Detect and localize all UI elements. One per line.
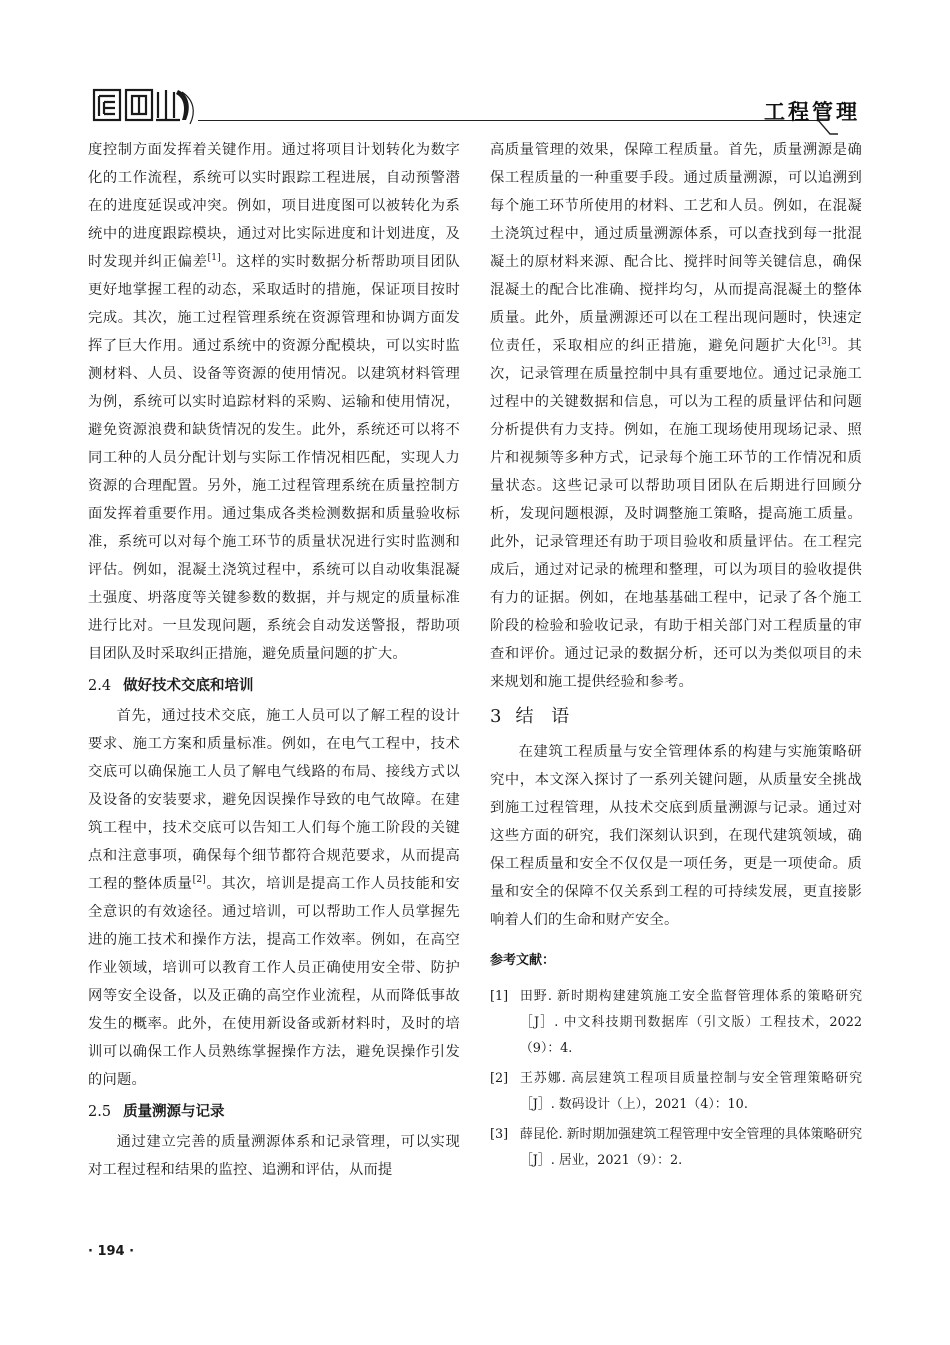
page-header xyxy=(90,84,860,134)
references-title: 参考文献： xyxy=(490,953,556,968)
left-paragraph-2-text-a: 首先，通过技术交底，施工人员可以了解工程的设计要求、施工方案和质量标准。例如，在电气工程中，技术交底可以确保施工人员了解电气线路的布局、接线方式以及设备的安装要求，避免因误操作导致的电气故障。在建筑工程中，技术交底可以告知工人们每个施工阶段的关键点和注意事项，确保每个细节都符合规范要求，从而提高工程的整体质量 xyxy=(88,708,460,892)
reference-text: 田野. 新时期构建建筑施工安全监督管理体系的策略研究［J］. 中文科技期刊数据库（引文版）工程技术，2022（9）：4. xyxy=(520,989,862,1056)
reference-index: [2] xyxy=(490,1071,509,1086)
section-title: 工程管理 xyxy=(764,100,860,124)
page-number: · 194 · xyxy=(88,1244,135,1259)
left-paragraph-2-text-b: 。其次，培训是提高工作人员技能和安全意识的有效途径。通过培训，可以帮助工作人员掌握先进的施工技术和操作方法，提高工作效率。例如，在高空作业领域，培训可以教育工作人员正确使用安全带、防护网等安全设备，以及正确的高空作业流程，从而降低事故发生的概率。此外，在使用新设备或新材料时，及时的培训可以确保工作人员熟练掌握操作方法，避免误操作引发的问题。 xyxy=(88,876,460,1088)
left-paragraph-1-text-a: 度控制方面发挥着关键作用。通过将项目计划转化为数字化的工作流程，系统可以实时跟踪工程进展，自动预警潜在的进度延误或冲突。例如，项目进度图可以被转化为系统中的进度跟踪模块，通过对比实际进度和计划进度，及时发现并纠正偏差 xyxy=(88,142,460,270)
section-heading-text: 做好技术交底和培训 xyxy=(123,678,254,694)
reference-index: [1] xyxy=(490,989,509,1004)
left-column xyxy=(88,136,460,1184)
section-heading-2-5 xyxy=(88,1098,460,1126)
conclusion-paragraph: 在建筑工程质量与安全管理体系的构建与实施策略研究中，本文深入探讨了一系列关键问题，从质量安全挑战到施工过程管理，从技术交底到质量溯源与记录。通过对这些方面的研究，我们深刻认识到，在现代建筑领域，确保工程质量和安全不仅仅是一项任务，更是一项使命。质量和安全的保障不仅关系到工程的可持续发展，更直接影响着人们的生命和财产安全。 xyxy=(490,744,862,928)
reference-index: [3] xyxy=(490,1127,509,1142)
left-paragraph-2 xyxy=(88,702,460,1094)
right-column xyxy=(490,136,862,1178)
left-paragraph-1-text-b: 。这样的实时数据分析帮助项目团队更好地掌握工程的动态，采取适时的措施，保证项目按时完成。其次，施工过程管理系统在资源管理和协调方面发挥了巨大作用。通过系统中的资源分配模块，可以实时监测材料、人员、设备等资源的使用情况。以建筑材料管理为例，系统可以实时追踪材料的采购、运输和使用情况，避免资源浪费和缺货情况的发生。此外，系统还可以将不同工种的人员分配计划与实际工作情况相匹配，实现人力资源的合理配置。另外，施工过程管理系统在质量控制方面发挥着重要作用。通过集成各类检测数据和质量验收标准，系统可以对每个施工环节的质量状况进行实时监测和评估。例如，混凝土浇筑过程中，系统可以自动收集混凝土强度、坍落度等关键参数的数据，并与规定的质量标准进行比对。一旦发现问题，系统会自动发送警报，帮助项目团队及时采取纠正措施，避免质量问题的扩大。 xyxy=(88,254,460,662)
section-number: 3 xyxy=(490,706,502,727)
section-number: 2.5 xyxy=(88,1104,112,1120)
header-rule xyxy=(198,120,828,121)
reference-text: 薛昆伦. 新时期加强建筑工程管理中安全管理的具体策略研究［J］. 居业，2021（9）：2. xyxy=(520,1127,862,1168)
section-number: 2.4 xyxy=(88,678,112,694)
reference-item xyxy=(490,1066,862,1118)
right-paragraph-1-text-b: 。其次，记录管理在质量控制中具有重要地位。通过记录施工过程中的关键数据和信息，可以为工程的质量评估和问题分析提供有力支持。例如，在施工现场使用现场记录、照片和视频等多种方式，记录每个施工环节的工作情况和质量状态。这些记录可以帮助项目团队在后期进行回顾分析，发现问题根源，及时调整施工策略，提高施工质量。此外，记录管理还有助于项目验收和质量评估。在工程完成后，通过对记录的梳理和整理，可以为项目的验收提供有力的证据。例如，在地基基础工程中，记录了各个施工阶段的检验和验收记录，有助于相关部门对工程质量的审查和评价。通过记录的数据分析，还可以为类似项目的未来规划和施工提供经验和参考。 xyxy=(490,338,862,690)
left-paragraph-3: 通过建立完善的质量溯源体系和记录管理，可以实现对工程过程和结果的监控、追溯和评估，从而提 xyxy=(88,1134,460,1178)
reference-item xyxy=(490,1122,862,1174)
left-paragraph-1 xyxy=(88,136,460,668)
journal-logo-mark xyxy=(90,84,200,128)
right-paragraph-1 xyxy=(490,136,862,696)
citation-1: [1] xyxy=(207,253,221,264)
citation-3: [3] xyxy=(817,337,831,348)
section-heading-2-4 xyxy=(88,672,460,700)
citation-2: [2] xyxy=(192,875,206,886)
section-heading-text: 质量溯源与记录 xyxy=(123,1104,225,1120)
journal-logo xyxy=(90,84,200,128)
reference-item xyxy=(490,984,862,1062)
section-heading-3 xyxy=(490,702,862,732)
right-paragraph-1-text-a: 高质量管理的效果，保障工程质量。首先，质量溯源是确保工程质量的一种重要手段。通过质量溯源，可以追溯到每个施工环节所使用的材料、工艺和人员。例如，在混凝土浇筑过程中，通过质量溯源体系，可以查找到每一批混凝土的原材料来源、配合比、搅拌时间等关键信息，确保混凝土的配合比准确、搅拌均匀，从而提高混凝土的整体质量。此外，质量溯源还可以在工程出现问题时，快速定位责任，采取相应的纠正措施，避免问题扩大化 xyxy=(490,142,862,354)
section-heading-text: 结 语 xyxy=(515,706,576,727)
reference-text: 王苏娜. 高层建筑工程项目质量控制与安全管理策略研究［J］. 数码设计（上），2021（4）：10. xyxy=(520,1071,862,1112)
